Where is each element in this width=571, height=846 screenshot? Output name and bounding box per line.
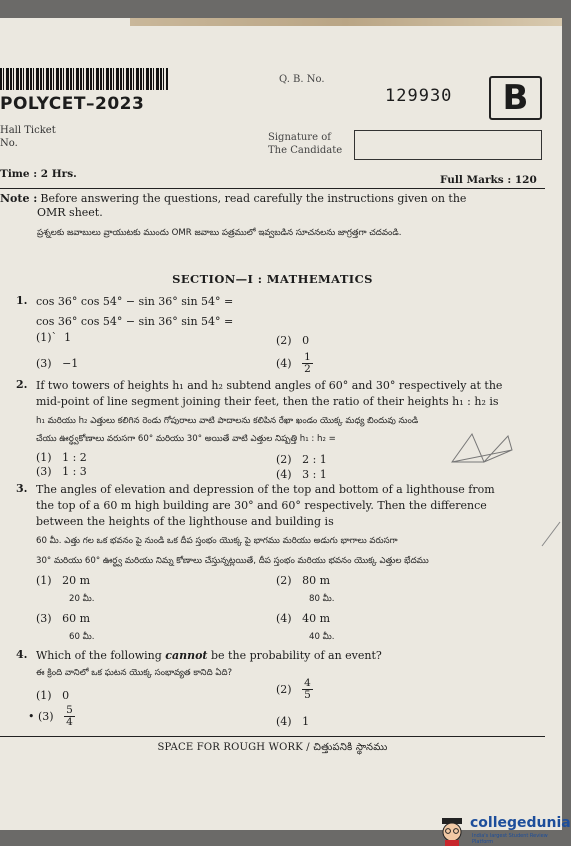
- option-number: (2): [276, 453, 292, 466]
- option-number: (4): [276, 612, 292, 625]
- option-number: (4): [276, 468, 292, 481]
- option-value-telugu: 80 మీ.: [309, 594, 335, 604]
- q3-option-2[interactable]: [276, 574, 335, 607]
- q2-number: 2.: [16, 378, 28, 391]
- denominator: 5: [304, 689, 311, 701]
- option-value: 0: [302, 334, 310, 347]
- rough-work-divider: [0, 736, 545, 737]
- q4-option-2[interactable]: [276, 678, 313, 701]
- fraction: [64, 705, 75, 728]
- question-paper-page: [0, 18, 571, 845]
- option-value: 3 : 1: [302, 468, 327, 481]
- hall-ticket-line2: No.: [0, 138, 18, 149]
- option-value-telugu: 20 మీ.: [69, 594, 95, 604]
- option-number: (3): [36, 357, 52, 370]
- note-telugu: ప్రశ్నలకు జవాబులు వ్రాయుటకు ముందు OMR జవాబు పత్రములో ఇవ్వబడిన సూచనలను జాగ్రత్తగా చదవండి.: [37, 228, 402, 238]
- note-line1: [0, 192, 545, 206]
- note-text-1: Before answering the questions, read carefully the instructions given on the: [40, 192, 467, 205]
- section-title: SECTION—I : MATHEMATICS: [172, 272, 373, 286]
- option-value-telugu: 60 మీ.: [69, 632, 95, 642]
- option-value: 40 m: [302, 612, 331, 625]
- q4-number: 4.: [16, 648, 28, 661]
- collegedunia-brand: collegedunia: [470, 815, 571, 831]
- signature-label: [268, 131, 342, 157]
- q3-option-3[interactable]: [36, 612, 95, 645]
- signature-line1: Signature of: [268, 132, 331, 143]
- qb-number: 129930: [385, 86, 453, 106]
- hall-ticket-line1: Hall Ticket: [0, 125, 56, 136]
- q4-option-4[interactable]: [276, 715, 309, 728]
- option-value: 2 : 1: [302, 453, 327, 466]
- instructions-note: [0, 192, 545, 241]
- option-number: (1): [36, 451, 52, 464]
- option-value: 0: [62, 689, 70, 702]
- option-number: (1)`: [36, 331, 58, 344]
- q4-text-emphasis: cannot: [165, 649, 208, 662]
- q1-option-1[interactable]: [36, 331, 71, 344]
- q1-option-3[interactable]: [36, 357, 78, 370]
- q3-telugu-line2: 30° మరియు 60° ఊర్ధ్వ మరియు నిమ్న కోణాలు చేస్తున్నట్లయితే, దీప స్తంభం మరియు భవనం యొక్క ఎత్తుల భేదము: [36, 556, 429, 566]
- option-value: 1: [64, 331, 72, 344]
- option-number: (2): [276, 683, 292, 696]
- q3-text-line3: between the heights of the lighthouse and building is: [36, 515, 334, 528]
- option-number: (1): [36, 689, 52, 702]
- q3-text-line1: The angles of elevation and depression of the top and bottom of a lighthouse from: [36, 483, 495, 496]
- qb-label: Q. B. No.: [279, 74, 325, 85]
- fraction: [302, 678, 313, 701]
- collegedunia-mascot-icon: [436, 816, 468, 846]
- q3-text-line2: the top of a 60 m high building are 30° and 60° respectively. Then the difference: [36, 499, 487, 512]
- rough-work-label: SPACE FOR ROUGH WORK / చిత్తుపనికి స్థానము: [157, 742, 388, 753]
- denominator: 2: [304, 363, 311, 375]
- option-value: 1 : 3: [62, 465, 87, 478]
- q3-telugu-line1: 60 మీ. ఎత్తు గల ఒక భవనం పై నుండి ఒక దీప స్తంభం యొక్క పై భాగము మరియు అడుగు భాగాలు వరుసగా: [36, 536, 398, 546]
- option-number: (2): [276, 334, 292, 347]
- note-label: Note :: [0, 192, 38, 205]
- rough-sketch-triangles: [450, 428, 516, 468]
- q1-number: 1.: [16, 294, 28, 307]
- q2-text-line2: mid-point of line segment joining their feet, then the ratio of their heights h₁ : h₂ is: [36, 395, 499, 408]
- q4-option-3[interactable]: [28, 705, 75, 728]
- q1-option-2[interactable]: [276, 334, 309, 347]
- option-number: (3): [36, 612, 52, 625]
- option-value: 1: [302, 715, 310, 728]
- q3-number: 3.: [16, 482, 28, 495]
- fraction: [302, 352, 313, 375]
- q3-option-4[interactable]: [276, 612, 335, 645]
- q1-text-repeat: cos 36° cos 54° − sin 36° sin 54° =: [36, 315, 234, 328]
- q2-option-1[interactable]: [36, 451, 87, 464]
- time-label: Time : 2 Hrs.: [0, 168, 77, 180]
- option-number: (3): [36, 465, 52, 478]
- denominator: 4: [66, 716, 73, 728]
- hall-ticket-label: [0, 124, 56, 150]
- q2-telugu-line2: చేయు ఊర్ధ్వకోణాలు వరుసగా 60° మరియు 30° అయితే వాటి ఎత్తుల నిష్పత్తి h₁ : h₂ =: [36, 434, 336, 444]
- q2-option-2[interactable]: [276, 453, 327, 466]
- q2-option-4[interactable]: [276, 468, 327, 481]
- q4-text-a: Which of the following: [36, 649, 166, 662]
- signature-line2: The Candidate: [268, 145, 343, 156]
- q3-option-1[interactable]: [36, 574, 95, 607]
- option-value: 80 m: [302, 574, 331, 587]
- q4-telugu: ఈ క్రింది వానిలో ఒక ఘటన యొక్క సంభావ్యత కానిది ఏది?: [36, 668, 233, 678]
- option-value: 60 m: [62, 612, 91, 625]
- header-divider: [0, 188, 545, 189]
- collegedunia-tagline: India's largest Student Review Platform: [472, 833, 548, 845]
- q1-option-4[interactable]: [276, 352, 313, 375]
- q4-option-1[interactable]: [36, 689, 69, 702]
- note-line2: OMR sheet.: [37, 206, 103, 219]
- numerator: 5: [66, 704, 73, 716]
- option-number: (1): [36, 574, 52, 587]
- barcode: [0, 68, 168, 90]
- numerator: 1: [304, 351, 311, 363]
- q2-telugu-line1: h₁ మరియు h₂ ఎత్తులు కలిగిన రెండు గోపురాలు వాటి పాదాలను కలిపిన రేఖా ఖండం యొక్క మధ్య బిందువు నుండి: [36, 416, 419, 426]
- q4-text-c: be the probability of an event?: [207, 649, 382, 662]
- exam-title: POLYCET–2023: [0, 94, 145, 114]
- q2-option-3[interactable]: [36, 465, 87, 478]
- option-value: 1 : 2: [62, 451, 87, 464]
- option-value: −1: [62, 357, 79, 370]
- signature-box[interactable]: [354, 130, 542, 160]
- option-number: (4): [276, 715, 292, 728]
- page-top-edge: [130, 18, 562, 26]
- q1-text: cos 36° cos 54° − sin 36° sin 54° =: [36, 295, 234, 308]
- q2-text-line1: If two towers of heights h₁ and h₂ subtend angles of 60° and 30° respectively at the: [36, 379, 503, 392]
- numerator: 4: [304, 677, 311, 689]
- option-value: 20 m: [62, 574, 91, 587]
- margin-pencil-mark: [540, 518, 562, 548]
- full-marks-label: Full Marks : 120: [440, 174, 537, 186]
- option-value-telugu: 40 మీ.: [309, 632, 335, 642]
- q4-text: [36, 649, 382, 663]
- option-number: • (3): [28, 710, 54, 723]
- option-number: (4): [276, 357, 292, 370]
- set-code-box: B: [489, 76, 542, 120]
- option-number: (2): [276, 574, 292, 587]
